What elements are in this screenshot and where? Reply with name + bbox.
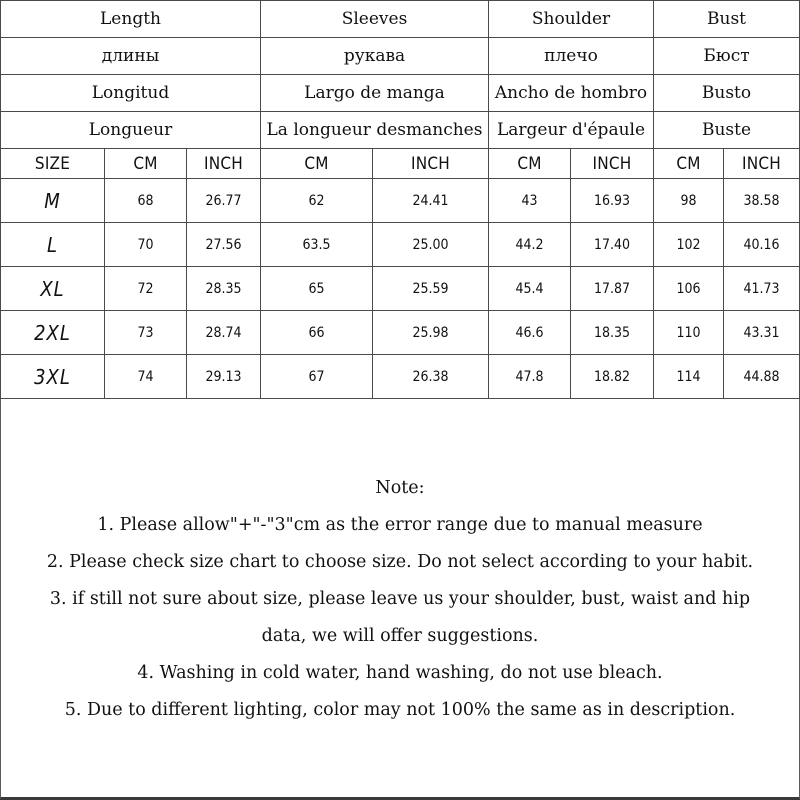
bust-label: Бюст	[654, 38, 800, 75]
length-inch-cell: 28.74	[187, 311, 261, 355]
shoulder-inch-cell: 16.93	[571, 179, 654, 223]
size-cell: L	[1, 223, 105, 267]
notes-section	[0, 470, 800, 729]
shoulder-cm-cell: 43	[489, 179, 571, 223]
note-line-2: 2. Please check size chart to choose size. Do not select according to your habit.	[46, 552, 754, 572]
size-rows	[1, 179, 800, 399]
sleeve-inch-cell: 24.41	[373, 179, 489, 223]
sleeve-cm-cell: 63.5	[261, 223, 373, 267]
note-line-4: 4. Washing in cold water, hand washing, do not use bleach.	[137, 663, 663, 683]
shoulder-label: Ancho de hombro	[489, 75, 654, 112]
note-line-5: 5. Due to different lighting, color may not 100% the same as in description.	[64, 700, 736, 720]
header-row-spanish	[1, 75, 800, 112]
length-inch-cell: 27.56	[187, 223, 261, 267]
table-row	[1, 267, 800, 311]
shoulder-inch-cell: 17.87	[571, 267, 654, 311]
sleeve-inch-cell: 25.00	[373, 223, 489, 267]
bust-label: Buste	[654, 112, 800, 149]
sleeve-cm-cell: 62	[261, 179, 373, 223]
bust-inch-cell: 40.16	[724, 223, 800, 267]
sleeves-label: Largo de manga	[261, 75, 489, 112]
bust-cm-cell: 102	[654, 223, 724, 267]
shoulder-cm-cell: 47.8	[489, 355, 571, 399]
shoulder-inch-header: INCH	[571, 149, 654, 179]
bust-cm-cell: 110	[654, 311, 724, 355]
sleeve-cm-header: CM	[261, 149, 373, 179]
notes-title: Note:	[375, 478, 425, 498]
bust-cm-cell: 114	[654, 355, 724, 399]
size-cell: XL	[1, 267, 105, 311]
sleeve-cm-cell: 66	[261, 311, 373, 355]
length-inch-cell: 29.13	[187, 355, 261, 399]
length-cm-cell: 68	[105, 179, 187, 223]
bust-inch-cell: 38.58	[724, 179, 800, 223]
shoulder-label: плечо	[489, 38, 654, 75]
sleeve-inch-header: INCH	[373, 149, 489, 179]
unit-header-row	[1, 149, 800, 179]
sleeve-cm-cell: 65	[261, 267, 373, 311]
size-header: SIZE	[1, 149, 105, 179]
bust-label: Bust	[654, 1, 800, 38]
shoulder-inch-cell: 18.82	[571, 355, 654, 399]
table-row	[1, 311, 800, 355]
length-inch-cell: 28.35	[187, 267, 261, 311]
shoulder-cm-cell: 46.6	[489, 311, 571, 355]
shoulder-inch-cell: 18.35	[571, 311, 654, 355]
shoulder-inch-cell: 17.40	[571, 223, 654, 267]
bust-cm-cell: 98	[654, 179, 724, 223]
size-chart-table	[0, 0, 800, 399]
size-cell: 2XL	[1, 311, 105, 355]
length-inch-cell: 26.77	[187, 179, 261, 223]
bust-label: Busto	[654, 75, 800, 112]
shoulder-label: Shoulder	[489, 1, 654, 38]
sleeves-label: La longueur desmanches	[261, 112, 489, 149]
table-row	[1, 179, 800, 223]
length-label: Longueur	[1, 112, 261, 149]
length-cm-header: CM	[105, 149, 187, 179]
header-row-english	[1, 1, 800, 38]
note-line-1: 1. Please allow"+"-"3"cm as the error range due to manual measure	[97, 515, 703, 535]
length-inch-header: INCH	[187, 149, 261, 179]
bust-inch-cell: 44.88	[724, 355, 800, 399]
shoulder-cm-cell: 44.2	[489, 223, 571, 267]
note-line-3-continued: data, we will offer suggestions.	[261, 626, 539, 646]
note-line-3: 3. if still not sure about size, please leave us your shoulder, bust, waist and hip	[49, 589, 751, 609]
length-label: Longitud	[1, 75, 261, 112]
shoulder-cm-cell: 45.4	[489, 267, 571, 311]
header-row-russian	[1, 38, 800, 75]
length-cm-cell: 74	[105, 355, 187, 399]
size-cell: 3XL	[1, 355, 105, 399]
bust-inch-cell: 43.31	[724, 311, 800, 355]
sleeve-cm-cell: 67	[261, 355, 373, 399]
table-row	[1, 223, 800, 267]
table-row	[1, 355, 800, 399]
header-row-french	[1, 112, 800, 149]
bust-inch-header: INCH	[724, 149, 800, 179]
size-cell: M	[1, 179, 105, 223]
sleeve-inch-cell: 25.98	[373, 311, 489, 355]
bust-cm-cell: 106	[654, 267, 724, 311]
bust-inch-cell: 41.73	[724, 267, 800, 311]
sleeve-inch-cell: 25.59	[373, 267, 489, 311]
bust-cm-header: CM	[654, 149, 724, 179]
sleeves-label: рукава	[261, 38, 489, 75]
length-label: длины	[1, 38, 261, 75]
length-cm-cell: 70	[105, 223, 187, 267]
length-cm-cell: 72	[105, 267, 187, 311]
length-cm-cell: 73	[105, 311, 187, 355]
length-label: Length	[1, 1, 261, 38]
sleeve-inch-cell: 26.38	[373, 355, 489, 399]
sleeves-label: Sleeves	[261, 1, 489, 38]
shoulder-cm-header: CM	[489, 149, 571, 179]
shoulder-label: Largeur d'épaule	[489, 112, 654, 149]
